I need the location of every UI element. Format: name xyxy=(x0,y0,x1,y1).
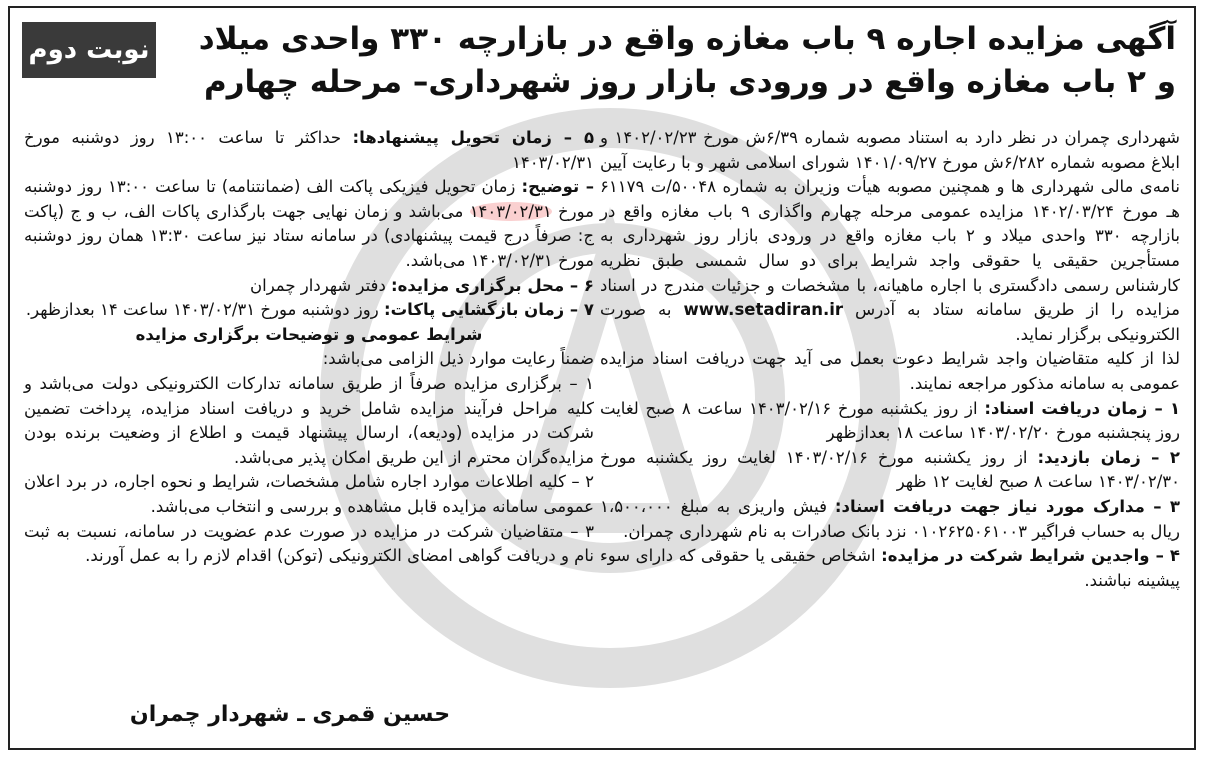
intro-paragraph xyxy=(600,126,1180,347)
item-1-text: از روز یکشنبه مورخ ۱۴۰۳/۰۲/۱۶ ساعت ۸ صبح لغایت روز پنجشنبه مورخ ۱۴۰۳/۰۲/۲۰ ساعت ۱۸ بعدازظهر xyxy=(600,398,1180,443)
item-6-label: ۶ – محل برگزاری مزایده: xyxy=(391,275,594,295)
item-1 xyxy=(600,397,1180,446)
condition-3: ۳ – متقاضیان شرکت در مزایده در صورت عدم عضویت در سامانه، نسبت به ثبت نام و دریافت گواهی امضای الکترونیکی (توکن) اقدام لازم را به عمل آورند. xyxy=(24,521,594,566)
website-link[interactable]: www.setadiran.ir xyxy=(683,300,844,320)
item-3-text: فیش واریزی به مبلغ ۱،۵۰۰،۰۰۰ ریال به حساب فراگیر ۰۱۰۲۶۲۵۰۶۱۰۰۳ نزد بانک صادرات به نام شهرداری چمران. xyxy=(600,496,1180,541)
item-7-text: روز دوشنبه مورخ ۱۴۰۳/۰۲/۳۱ ساعت ۱۴ بعدازظهر. xyxy=(25,300,379,320)
note-label: – توضیح: xyxy=(521,177,595,197)
title-line-2: و ۲ باب مغازه واقع در ورودی بازار روز شهرداری– مرحله چهارم xyxy=(203,64,1176,100)
notice-frame xyxy=(8,6,1196,750)
item-7-label: ۷ – زمان بازگشایی پاکات: xyxy=(383,300,594,320)
item-1-label: ۱ – زمان دریافت اسناد: xyxy=(984,398,1181,418)
note-text-a: زمان تحویل فیزیکی پاکت الف (ضمانتنامه) تا ساعت ۱۳:۰۰ روز دوشنبه مورخ xyxy=(24,177,595,221)
title-line-1: آگهی مزایده اجاره ۹ باب مغازه واقع در بازارچه ۳۳۰ واحدی میلاد xyxy=(198,21,1176,57)
item-6-text: دفتر شهردار چمران xyxy=(250,275,386,295)
page-title xyxy=(170,18,1176,104)
condition-2: ۲ – کلیه اطلاعات موارد اجاره شامل مشخصات، شرایط و نحوه اجاره، در برد اعلان عمومی سامانه مزایده قابل مشاهده و بررسی و انتخاب می‌باشد. xyxy=(24,472,594,516)
item-5-text: حداکثر تا ساعت ۱۳:۰۰ روز دوشنبه مورخ ۱۴۰۳/۰۲/۳۱ xyxy=(24,128,594,172)
item-5-label: ۵ – زمان تحویل پیشنهادها: xyxy=(352,128,595,147)
note xyxy=(24,175,594,273)
intro-text-b: به صورت الکترونیکی برگزار نماید. xyxy=(600,300,1180,344)
item-5 xyxy=(24,126,594,175)
item-4 xyxy=(600,544,1180,593)
condition-1: ۱ – برگزاری مزایده صرفاً از طریق سامانه تدارکات الکترونیکی دولت می‌باشد و کلیه مراحل فرآیند مزایده شامل خرید و دریافت اسناد مزایده، پرداخت تضمین شرکت در مزایده (ودیعه)، ارسال پیشنهاد قیمت و اطلاع از وضعیت برنده بودن مزایده‌گران محترم از این طریق امکان پذیر می‌باشد. xyxy=(24,373,594,467)
item-3 xyxy=(600,495,1180,544)
conditions-intro: ضمناً رعایت موارد ذیل الزامی می‌باشد: xyxy=(322,349,594,369)
invite-paragraph: لذا از کلیه متقاضیان واجد شرایط دعوت بعمل می آید جهت دریافت اسناد مزایده عمومی به سامانه مذکور مراجعه نمایند. xyxy=(600,349,1180,393)
intro-text-a: شهرداری چمران در نظر دارد به استناد مصوبه شماره ۶/۳۹ش مورخ ۱۴۰۲/۰۲/۲۳ و ابلاغ مصوبه شماره ۶/۲۸۲ش مورخ ۱۴۰۱/۰۹/۲۷ شورای اسلامی شهر و با رعایت آیین نامه‌ی مالی شهرداری ها و همچنین مصوبه هیأت وزیران به شماره ۵۰۰۴۸/ت ۶۱۱۷۹ هـ مورخ ۱۴۰۲/۰۳/۲۴ مزایده عمومی مرحله چهارم واگذاری ۹ باب مغازه واقع در بازارچه ۳۳۰ واحدی میلاد و ۲ باب مغازه واقع در ورودی بازار روز شهرداری به مستأجرین حقیقی یا حقوقی واجد شرایط برای دو سال شمسی طبق نظریه کارشناس رسمی دادگستری با اجاره ماهیانه، با مشخصات و جزئیات مندرج در اسناد مزایده را از طریق سامانه ستاد به آدرس xyxy=(600,128,1180,320)
conditions-title: شرایط عمومی و توضیحات برگزاری مزایده xyxy=(135,324,483,344)
signature: حسین قمری ـ شهردار چمران xyxy=(129,702,451,727)
item-7 xyxy=(24,298,594,323)
item-2-label: ۲ – زمان بازدید: xyxy=(1037,447,1180,467)
item-3-label: ۳ – مدارک مورد نیاز جهت دریافت اسناد: xyxy=(834,496,1180,516)
item-6 xyxy=(24,274,594,299)
note-date-highlight: ۱۴۰۳/۰۲/۳۱ xyxy=(469,201,552,221)
item-4-text: اشخاص حقیقی یا حقوقی که دارای سوء پیشینه نباشند. xyxy=(600,546,1180,590)
right-column xyxy=(600,126,1180,593)
note-text-b: می‌باشد و زمان نهایی جهت بارگذاری پاکات الف، ب و ج (پاکت ج: صرفاً درج قیمت پیشنهادی) در سامانه ستاد نیز ساعت ۱۳:۳۰ همان روز دوشنبه مورخ ۱۴۰۳/۰۲/۳۱ می‌باشد. xyxy=(24,201,595,270)
item-2 xyxy=(600,446,1180,495)
round-badge: نوبت دوم xyxy=(22,22,156,78)
item-2-text: از روز یکشنبه مورخ ۱۴۰۳/۰۲/۱۶ لغایت روز یکشنبه مورخ ۱۴۰۳/۰۲/۳۰ ساعت ۸ صبح لغایت ۱۲ ظهر xyxy=(600,447,1180,492)
left-column xyxy=(24,126,594,569)
item-4-label: ۴ – واجدین شرایط شرکت در مزایده: xyxy=(881,546,1180,566)
